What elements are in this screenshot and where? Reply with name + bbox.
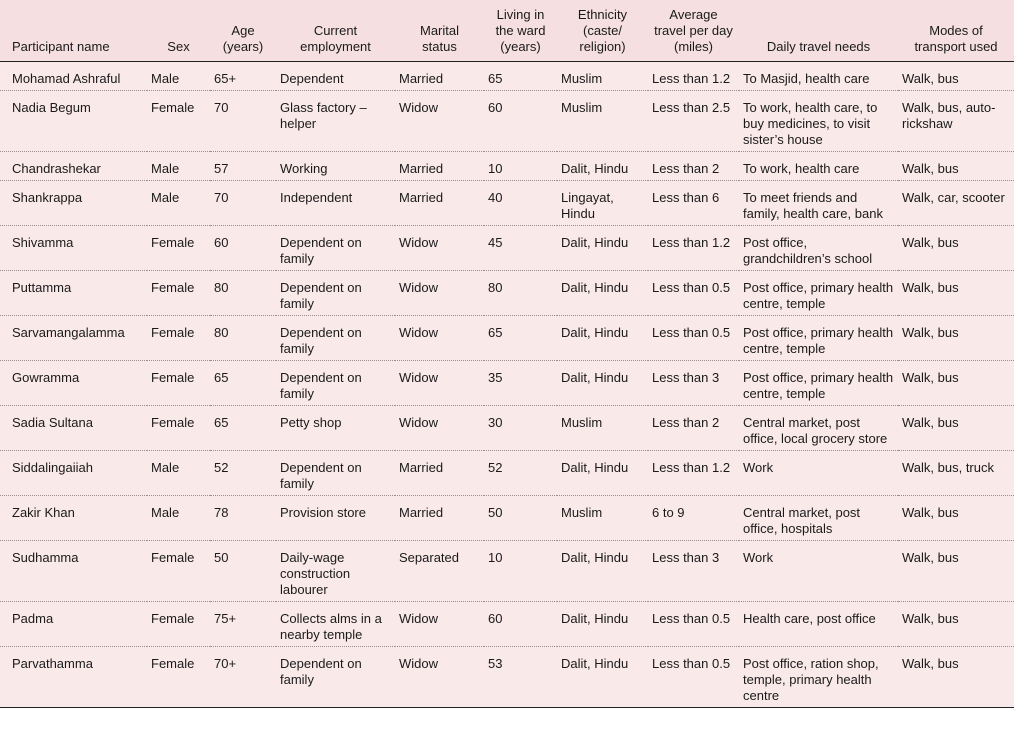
cell-current-employment: Dependent on family [276,316,395,361]
header-age [210,0,276,62]
cell-modes-of-transport: Walk, bus [898,406,1014,451]
cell-average-travel: Less than 1.2 [648,62,739,91]
cell-daily-travel-needs: Central market, post office, hospitals [739,496,898,541]
cell-living-in-ward: 65 [484,62,557,91]
cell-living-in-ward: 10 [484,152,557,181]
cell-modes-of-transport: Walk, bus [898,226,1014,271]
header-average-travel [648,0,739,62]
header-modes-text: Modes of transport used [914,23,998,54]
header-sex: Sex [147,0,210,62]
cell-marital-status: Widow [395,647,484,708]
cell-marital-status: Married [395,496,484,541]
cell-modes-of-transport: Walk, bus [898,541,1014,602]
table-header [0,0,1014,62]
cell-age: 70+ [210,647,276,708]
header-ethnicity-text: Ethnicity (caste/ religion) [577,7,628,54]
cell-ethnicity: Muslim [557,62,648,91]
table-row [0,91,1014,152]
cell-marital-status: Married [395,451,484,496]
table-row [0,602,1014,647]
header-travel-text: Average travel per day (miles) [654,7,733,54]
cell-daily-travel-needs: Health care, post office [739,602,898,647]
cell-current-employment: Dependent on family [276,647,395,708]
cell-average-travel: Less than 0.5 [648,271,739,316]
table-body [0,62,1014,708]
cell-average-travel: Less than 3 [648,361,739,406]
table-row [0,316,1014,361]
cell-modes-of-transport: Walk, bus [898,271,1014,316]
cell-current-employment: Provision store [276,496,395,541]
cell-ethnicity: Lingayat, Hindu [557,181,648,226]
cell-ethnicity: Dalit, Hindu [557,602,648,647]
cell-current-employment: Collects alms in a nearby temple [276,602,395,647]
cell-average-travel: Less than 6 [648,181,739,226]
cell-ethnicity: Dalit, Hindu [557,152,648,181]
cell-sex: Female [147,316,210,361]
cell-ethnicity: Dalit, Hindu [557,226,648,271]
cell-ethnicity: Dalit, Hindu [557,316,648,361]
cell-sex: Male [147,181,210,226]
cell-ethnicity: Dalit, Hindu [557,271,648,316]
header-modes-of-transport [898,0,1014,62]
cell-daily-travel-needs: Post office, grandchildren’s school [739,226,898,271]
cell-living-in-ward: 60 [484,602,557,647]
header-daily-travel-needs: Daily travel needs [739,0,898,62]
cell-modes-of-transport: Walk, bus [898,496,1014,541]
cell-age: 60 [210,226,276,271]
header-current-employment: Current employment [276,0,395,62]
cell-modes-of-transport: Walk, bus [898,62,1014,91]
cell-daily-travel-needs: Post office, primary health centre, temple [739,271,898,316]
cell-age: 50 [210,541,276,602]
table-row [0,62,1014,91]
cell-participant-name: Padma [0,602,147,647]
cell-modes-of-transport: Walk, bus [898,647,1014,708]
cell-daily-travel-needs: To work, health care, to buy medicines, to visit sister’s house [739,91,898,152]
header-participant-name: Participant name [0,0,147,62]
cell-daily-travel-needs: To Masjid, health care [739,62,898,91]
cell-sex: Male [147,62,210,91]
cell-participant-name: Sarvamangalamma [0,316,147,361]
table-row [0,226,1014,271]
cell-ethnicity: Muslim [557,406,648,451]
cell-living-in-ward: 50 [484,496,557,541]
cell-modes-of-transport: Walk, bus, truck [898,451,1014,496]
cell-daily-travel-needs: To meet friends and family, health care, bank [739,181,898,226]
cell-ethnicity: Dalit, Hindu [557,647,648,708]
cell-daily-travel-needs: Post office, ration shop, temple, primary health centre [739,647,898,708]
cell-current-employment: Dependent on family [276,271,395,316]
cell-daily-travel-needs: Post office, primary health centre, temple [739,361,898,406]
cell-marital-status: Married [395,152,484,181]
cell-current-employment: Dependent on family [276,226,395,271]
cell-sex: Female [147,361,210,406]
cell-average-travel: Less than 3 [648,541,739,602]
cell-current-employment: Dependent on family [276,361,395,406]
cell-modes-of-transport: Walk, bus [898,316,1014,361]
cell-participant-name: Siddalingaiiah [0,451,147,496]
cell-sex: Female [147,647,210,708]
cell-daily-travel-needs: Work [739,451,898,496]
cell-participant-name: Zakir Khan [0,496,147,541]
cell-average-travel: Less than 2 [648,406,739,451]
cell-sex: Female [147,271,210,316]
cell-living-in-ward: 10 [484,541,557,602]
cell-participant-name: Puttamma [0,271,147,316]
table-row [0,406,1014,451]
cell-age: 80 [210,316,276,361]
header-ethnicity [557,0,648,62]
cell-participant-name: Shankrappa [0,181,147,226]
cell-marital-status: Widow [395,602,484,647]
cell-marital-status: Widow [395,91,484,152]
cell-age: 65+ [210,62,276,91]
cell-current-employment: Working [276,152,395,181]
cell-modes-of-transport: Walk, car, scooter [898,181,1014,226]
cell-living-in-ward: 80 [484,271,557,316]
cell-sex: Female [147,406,210,451]
cell-marital-status: Married [395,62,484,91]
cell-participant-name: Mohamad Ashraful [0,62,147,91]
cell-marital-status: Widow [395,406,484,451]
cell-sex: Male [147,451,210,496]
cell-sex: Female [147,541,210,602]
table-row [0,152,1014,181]
cell-age: 80 [210,271,276,316]
cell-living-in-ward: 40 [484,181,557,226]
cell-current-employment: Glass factory – helper [276,91,395,152]
table-row [0,271,1014,316]
cell-participant-name: Parvathamma [0,647,147,708]
table-row [0,496,1014,541]
header-age-text: Age (years) [222,23,264,54]
cell-living-in-ward: 45 [484,226,557,271]
cell-living-in-ward: 60 [484,91,557,152]
cell-participant-name: Gowramma [0,361,147,406]
cell-sex: Female [147,91,210,152]
cell-participant-name: Sadia Sultana [0,406,147,451]
cell-age: 78 [210,496,276,541]
cell-sex: Male [147,496,210,541]
cell-sex: Female [147,602,210,647]
cell-modes-of-transport: Walk, bus, auto-rickshaw [898,91,1014,152]
cell-living-in-ward: 52 [484,451,557,496]
cell-daily-travel-needs: Post office, primary health centre, temple [739,316,898,361]
cell-ethnicity: Dalit, Hindu [557,361,648,406]
cell-ethnicity: Muslim [557,91,648,152]
cell-current-employment: Daily-wage construction labourer [276,541,395,602]
cell-modes-of-transport: Walk, bus [898,152,1014,181]
cell-average-travel: Less than 0.5 [648,602,739,647]
cell-marital-status: Widow [395,316,484,361]
cell-average-travel: Less than 1.2 [648,451,739,496]
cell-living-in-ward: 65 [484,316,557,361]
cell-ethnicity: Muslim [557,496,648,541]
cell-current-employment: Dependent on family [276,451,395,496]
cell-participant-name: Nadia Begum [0,91,147,152]
cell-average-travel: 6 to 9 [648,496,739,541]
cell-sex: Male [147,152,210,181]
cell-participant-name: Shivamma [0,226,147,271]
cell-age: 75+ [210,602,276,647]
header-row [0,0,1014,62]
header-living-in-ward: Living in the ward (years) [484,0,557,62]
cell-age: 57 [210,152,276,181]
cell-daily-travel-needs: Central market, post office, local grocery store [739,406,898,451]
cell-current-employment: Petty shop [276,406,395,451]
cell-ethnicity: Dalit, Hindu [557,451,648,496]
cell-age: 70 [210,181,276,226]
table-row [0,361,1014,406]
cell-marital-status: Widow [395,361,484,406]
table-row [0,181,1014,226]
cell-daily-travel-needs: Work [739,541,898,602]
header-marital-status [395,0,484,62]
cell-participant-name: Chandrashekar [0,152,147,181]
cell-marital-status: Widow [395,226,484,271]
cell-average-travel: Less than 0.5 [648,647,739,708]
cell-average-travel: Less than 2.5 [648,91,739,152]
cell-participant-name: Sudhamma [0,541,147,602]
cell-modes-of-transport: Walk, bus [898,602,1014,647]
cell-living-in-ward: 30 [484,406,557,451]
cell-living-in-ward: 35 [484,361,557,406]
cell-average-travel: Less than 0.5 [648,316,739,361]
cell-age: 52 [210,451,276,496]
cell-age: 65 [210,406,276,451]
table-row [0,451,1014,496]
cell-age: 65 [210,361,276,406]
cell-average-travel: Less than 1.2 [648,226,739,271]
header-marital-text: Marital status [419,23,459,54]
cell-average-travel: Less than 2 [648,152,739,181]
table-row [0,541,1014,602]
cell-current-employment: Dependent [276,62,395,91]
cell-age: 70 [210,91,276,152]
cell-marital-status: Married [395,181,484,226]
table-row [0,647,1014,708]
cell-sex: Female [147,226,210,271]
cell-daily-travel-needs: To work, health care [739,152,898,181]
cell-marital-status: Widow [395,271,484,316]
cell-current-employment: Independent [276,181,395,226]
cell-ethnicity: Dalit, Hindu [557,541,648,602]
cell-living-in-ward: 53 [484,647,557,708]
cell-marital-status: Separated [395,541,484,602]
cell-modes-of-transport: Walk, bus [898,361,1014,406]
